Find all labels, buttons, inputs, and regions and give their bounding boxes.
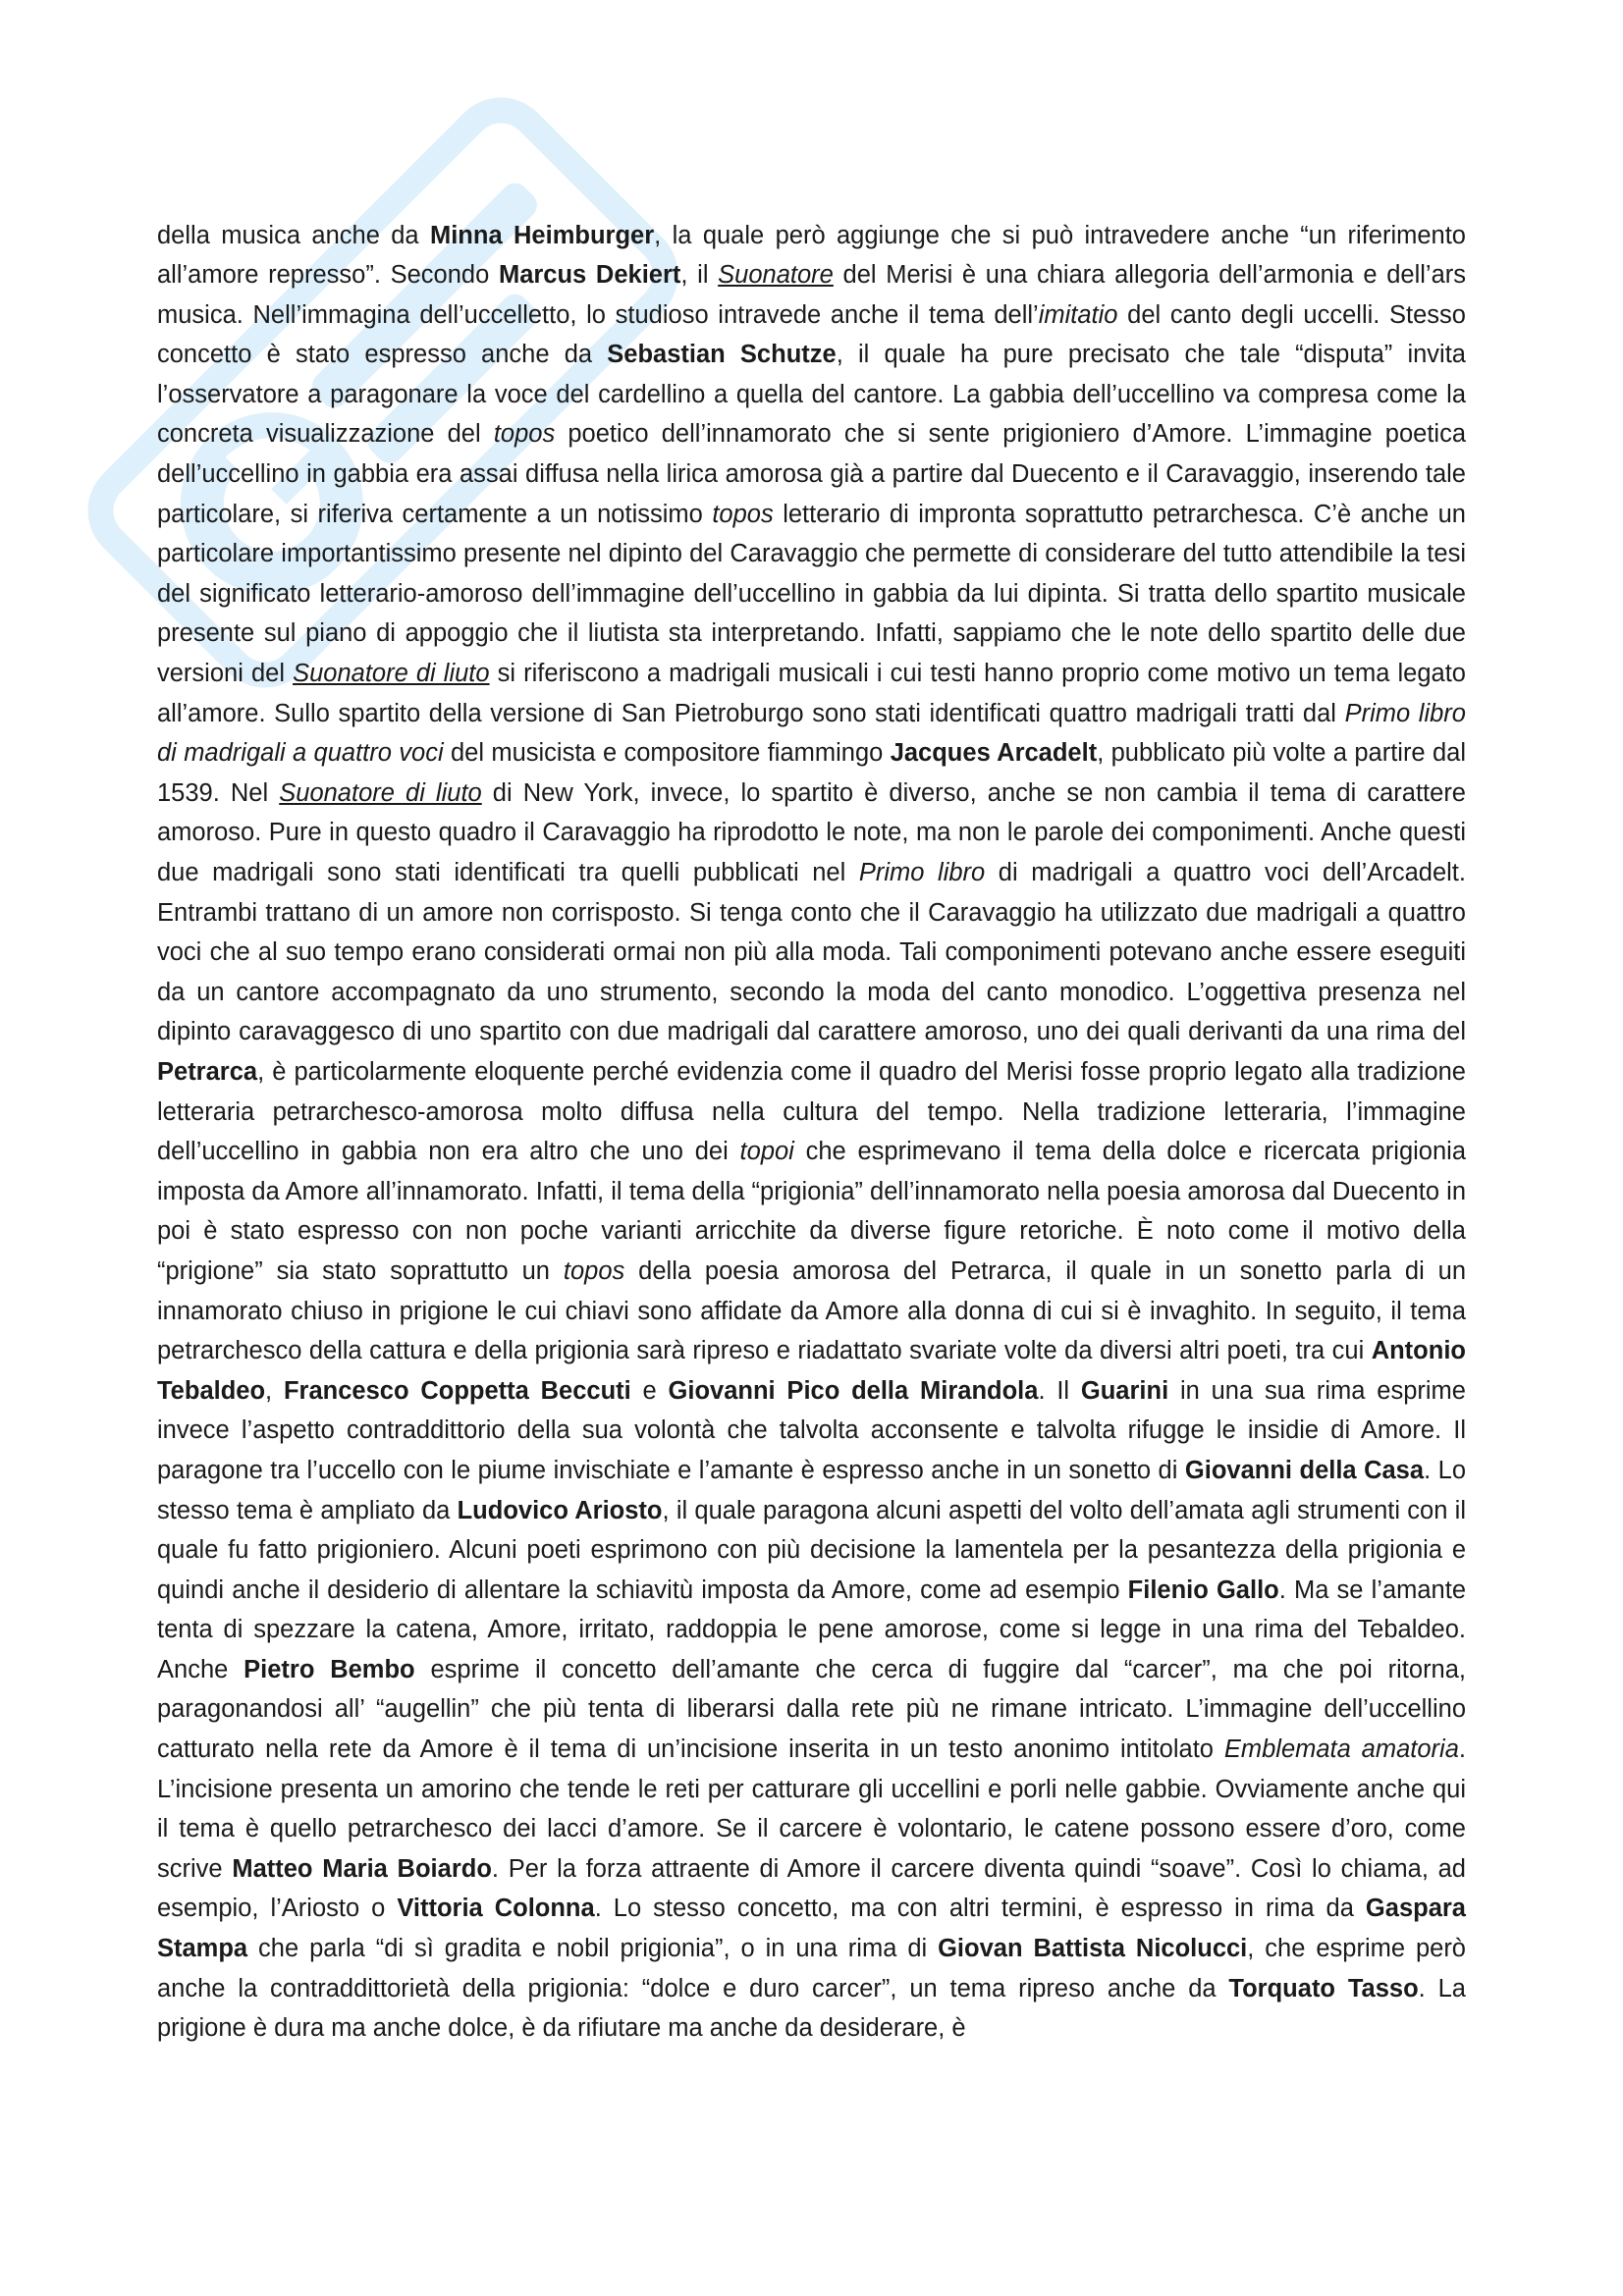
text-run: della musica anche da <box>157 221 430 249</box>
text-run: della poesia amorosa del Petrarca, il quale in un sonetto parla di un innamorato chiuso in prigione le cui chiavi sono affidate da Amore alla donna di cui si è invaghito. In seguito, il tema petrarchesco della cattura e della prigionia sarà ripreso e riadattato svariate volte da diversi altri poeti, tra cui <box>157 1256 1467 1365</box>
emphasized-text: Primo libro di madrigali a quattro voci <box>157 699 1466 768</box>
emphasized-text: Suonatore <box>718 261 834 290</box>
text-run: . Lo stesso concetto, ma con altri termini, è espresso in rima da <box>594 1895 1366 1923</box>
text-run: di New York, invece, lo spartito è diverso, anche se non cambia il tema di carattere amoroso. Pure in questo quadro il Caravaggio ha riprodotto le note, ma non le parole dei componimenti. Anche questi due madrigali sono stati identificati tra quelli pubblicati nel <box>157 778 1466 886</box>
text-run: che parla “di sì gradita e nobil prigionia”, o in una rima di <box>247 1935 939 1963</box>
text-run: , il <box>680 261 719 290</box>
emphasized-text: Primo libro <box>858 859 986 886</box>
emphasized-text: Pietro Bembo <box>243 1655 415 1683</box>
text-run: . Per la forza attraente di Amore il carcere diventa quindi “soave”. Così lo chiama, ad esempio, l’Ariosto o <box>157 1854 1466 1923</box>
emphasized-text: Sebastian Schutze <box>607 341 837 369</box>
text-run: in una sua rima esprime invece l’aspetto contraddittorio della sua volontà che talvolta acconsente e talvolta rifugge le insidie di Amore. Il paragone tra l’uccello con le piume invischiate e l’amante è espresso anche in un sonetto di <box>157 1376 1466 1484</box>
emphasized-text: Giovan Battista Nicolucci <box>938 1935 1248 1963</box>
text-run: esprime il concetto dell’amante che cerca di fuggire dal “carcer”, ma che poi ritorna, paragonandosi all’ “augellin” che più tenta di liberarsi dalla rete più ne rimane intricato. L’immagine dell’uccellino catturato nella rete da Amore è il tema di un’incisione inserita in un testo anonimo intitolato <box>157 1655 1467 1764</box>
text-run: che esprimevano il tema della dolce e ricercata prigionia imposta da Amore all’innamorato. Infatti, il tema della “prigionia” dell’innamorato nella poesia amorosa dal Duecento in poi è stato espresso con non poche varianti arricchite da diverse figure retoriche. È noto come il motivo della “prigione” sia stato soprattutto un <box>157 1138 1466 1285</box>
text-run: e <box>630 1376 669 1405</box>
text-run: letterario di impronta soprattutto petrarchesca. C’è anche un particolare importantissimo presente nel dipinto del Caravaggio che permette di considerare del tutto attendibile la tesi del significato letterario-amoroso dell’immagine dell’uccellino in gabbia da lui dipinta. Si tratta dello spartito musicale presente sul piano di appoggio che il liutista sta interpretando. Infatti, sappiamo che le note dello spartito delle due versioni del <box>157 500 1466 688</box>
text-run: , il quale paragona alcuni aspetti del volto dell’amata agli strumenti con il quale fu fatto prigioniero. Alcuni poeti esprimono con più decisione la lamentela per la pesantezza della prigionia e quindi anche il desiderio di allentare la schiavitù imposta da Amore, come ad esempio <box>157 1496 1466 1604</box>
text-run: . Lo stesso tema è ampliato da <box>157 1456 1466 1524</box>
emphasized-text: topoi <box>739 1138 794 1166</box>
emphasized-text: Guarini <box>1080 1376 1169 1405</box>
emphasized-text: Vittoria Colonna <box>397 1895 595 1923</box>
emphasized-text: Torquato Tasso <box>1228 1974 1419 2002</box>
emphasized-text: Jacques Arcadelt <box>890 739 1098 768</box>
text-run: , il quale ha pure precisato che tale “disputa” invita l’osservatore a paragonare la voce del cardellino a quella del cantore. La gabbia dell’uccellino va compresa come la concreta visualizzazione del <box>157 341 1466 449</box>
emphasized-text: Matteo Maria Boiardo <box>232 1854 492 1883</box>
emphasized-text: Marcus Dekiert <box>498 261 681 290</box>
text-run: , pubblicato più volte a partire dal 1539. Nel <box>157 739 1466 807</box>
text-run: del Merisi è una chiara allegoria dell’armonia e dell’ars musica. Nell’immagina dell’uccelletto, lo studioso intravede anche il tema dell’ <box>157 261 1466 329</box>
emphasized-text: Antonio Tebaldeo <box>157 1337 1466 1405</box>
body-paragraph <box>157 216 1466 2049</box>
emphasized-text: topos <box>712 500 774 528</box>
emphasized-text: topos <box>563 1256 625 1285</box>
text-run: . Il <box>1038 1376 1081 1405</box>
emphasized-text: Giovanni della Casa <box>1184 1456 1425 1484</box>
emphasized-text: Filenio Gallo <box>1127 1575 1279 1604</box>
emphasized-text: Suonatore di liuto <box>293 660 490 688</box>
text-run: di madrigali a quattro voci dell’Arcadelt. Entrambi trattano di un amore non corrisposto. Si tenga conto che il Caravaggio ha utilizzato due madrigali a quattro voci che al suo tempo erano considerati ormai non più alla moda. Tali componimenti potevano anche essere eseguiti da un cantore accompagnato da uno strumento, secondo la moda del canto monodico. L’oggettiva presenza nel dipinto caravaggesco di uno spartito con due madrigali dal carattere amoroso, uno dei quali derivanti da una rima del <box>157 859 1466 1046</box>
text-run: si riferiscono a madrigali musicali i cui testi hanno proprio come motivo un tema legato all’amore. Sullo spartito della versione di San Pietroburgo sono stati identificati quattro madrigali tratti dal <box>157 660 1466 727</box>
text-run: , <box>265 1376 284 1405</box>
text-run: . L’incisione presenta un amorino che tende le reti per catturare gli uccellini e porli nelle gabbie. Ovviamente anche qui il tema è quello petrarchesco dei lacci d’amore. Se il carcere è volontario, le catene possono essere d’oro, come scrive <box>157 1735 1466 1883</box>
emphasized-text: Francesco Coppetta Beccuti <box>283 1376 631 1405</box>
emphasized-text: Suonatore di liuto <box>279 778 482 807</box>
emphasized-text: Emblemata amatoria <box>1223 1735 1459 1764</box>
emphasized-text: Ludovico Ariosto <box>457 1496 663 1524</box>
emphasized-text: Giovanni Pico della Mirandola <box>668 1376 1039 1405</box>
text-run: . Ma se l’amante tenta di spezzare la catena, Amore, irritato, raddoppia le pene amorose, come si legge in una rima del Tebaldeo. Anche <box>157 1575 1466 1683</box>
text-run: . La prigione è dura ma anche dolce, è da rifiutare ma anche da desiderare, è <box>157 1974 1466 2043</box>
text-run: , la quale però aggiunge che si può intravedere anche “un riferimento all’amore represso”. Secondo <box>157 221 1466 290</box>
emphasized-text: Petrarca <box>157 1057 258 1086</box>
text-run: , è particolarmente eloquente perché evidenzia come il quadro del Merisi fosse proprio legato alla tradizione letteraria petrarchesco-amorosa molto diffusa nella cultura del tempo. Nella tradizione letteraria, l’immagine dell’uccellino in gabbia non era altro che uno dei <box>157 1057 1466 1166</box>
emphasized-text: topos <box>493 420 556 449</box>
text-run: , che esprime però anche la contraddittorietà della prigionia: “dolce e duro carcer”, un tema ripreso anche da <box>157 1935 1466 2002</box>
emphasized-text: imitatio <box>1038 300 1118 329</box>
text-run: del musicista e compositore fiammingo <box>443 739 891 768</box>
text-run: del canto degli uccelli. Stesso concetto è stato espresso anche da <box>157 300 1466 369</box>
emphasized-text: Gaspara Stampa <box>157 1895 1466 1963</box>
text-run: poetico dell’innamorato che si sente prigioniero d’Amore. L’immagine poetica dell’uccellino in gabbia era assai diffusa nella lirica amorosa già a partire dal Duecento e il Caravaggio, inserendo tale particolare, si riferiva certamente a un notissimo <box>157 420 1466 528</box>
emphasized-text: Minna Heimburger <box>429 221 655 249</box>
